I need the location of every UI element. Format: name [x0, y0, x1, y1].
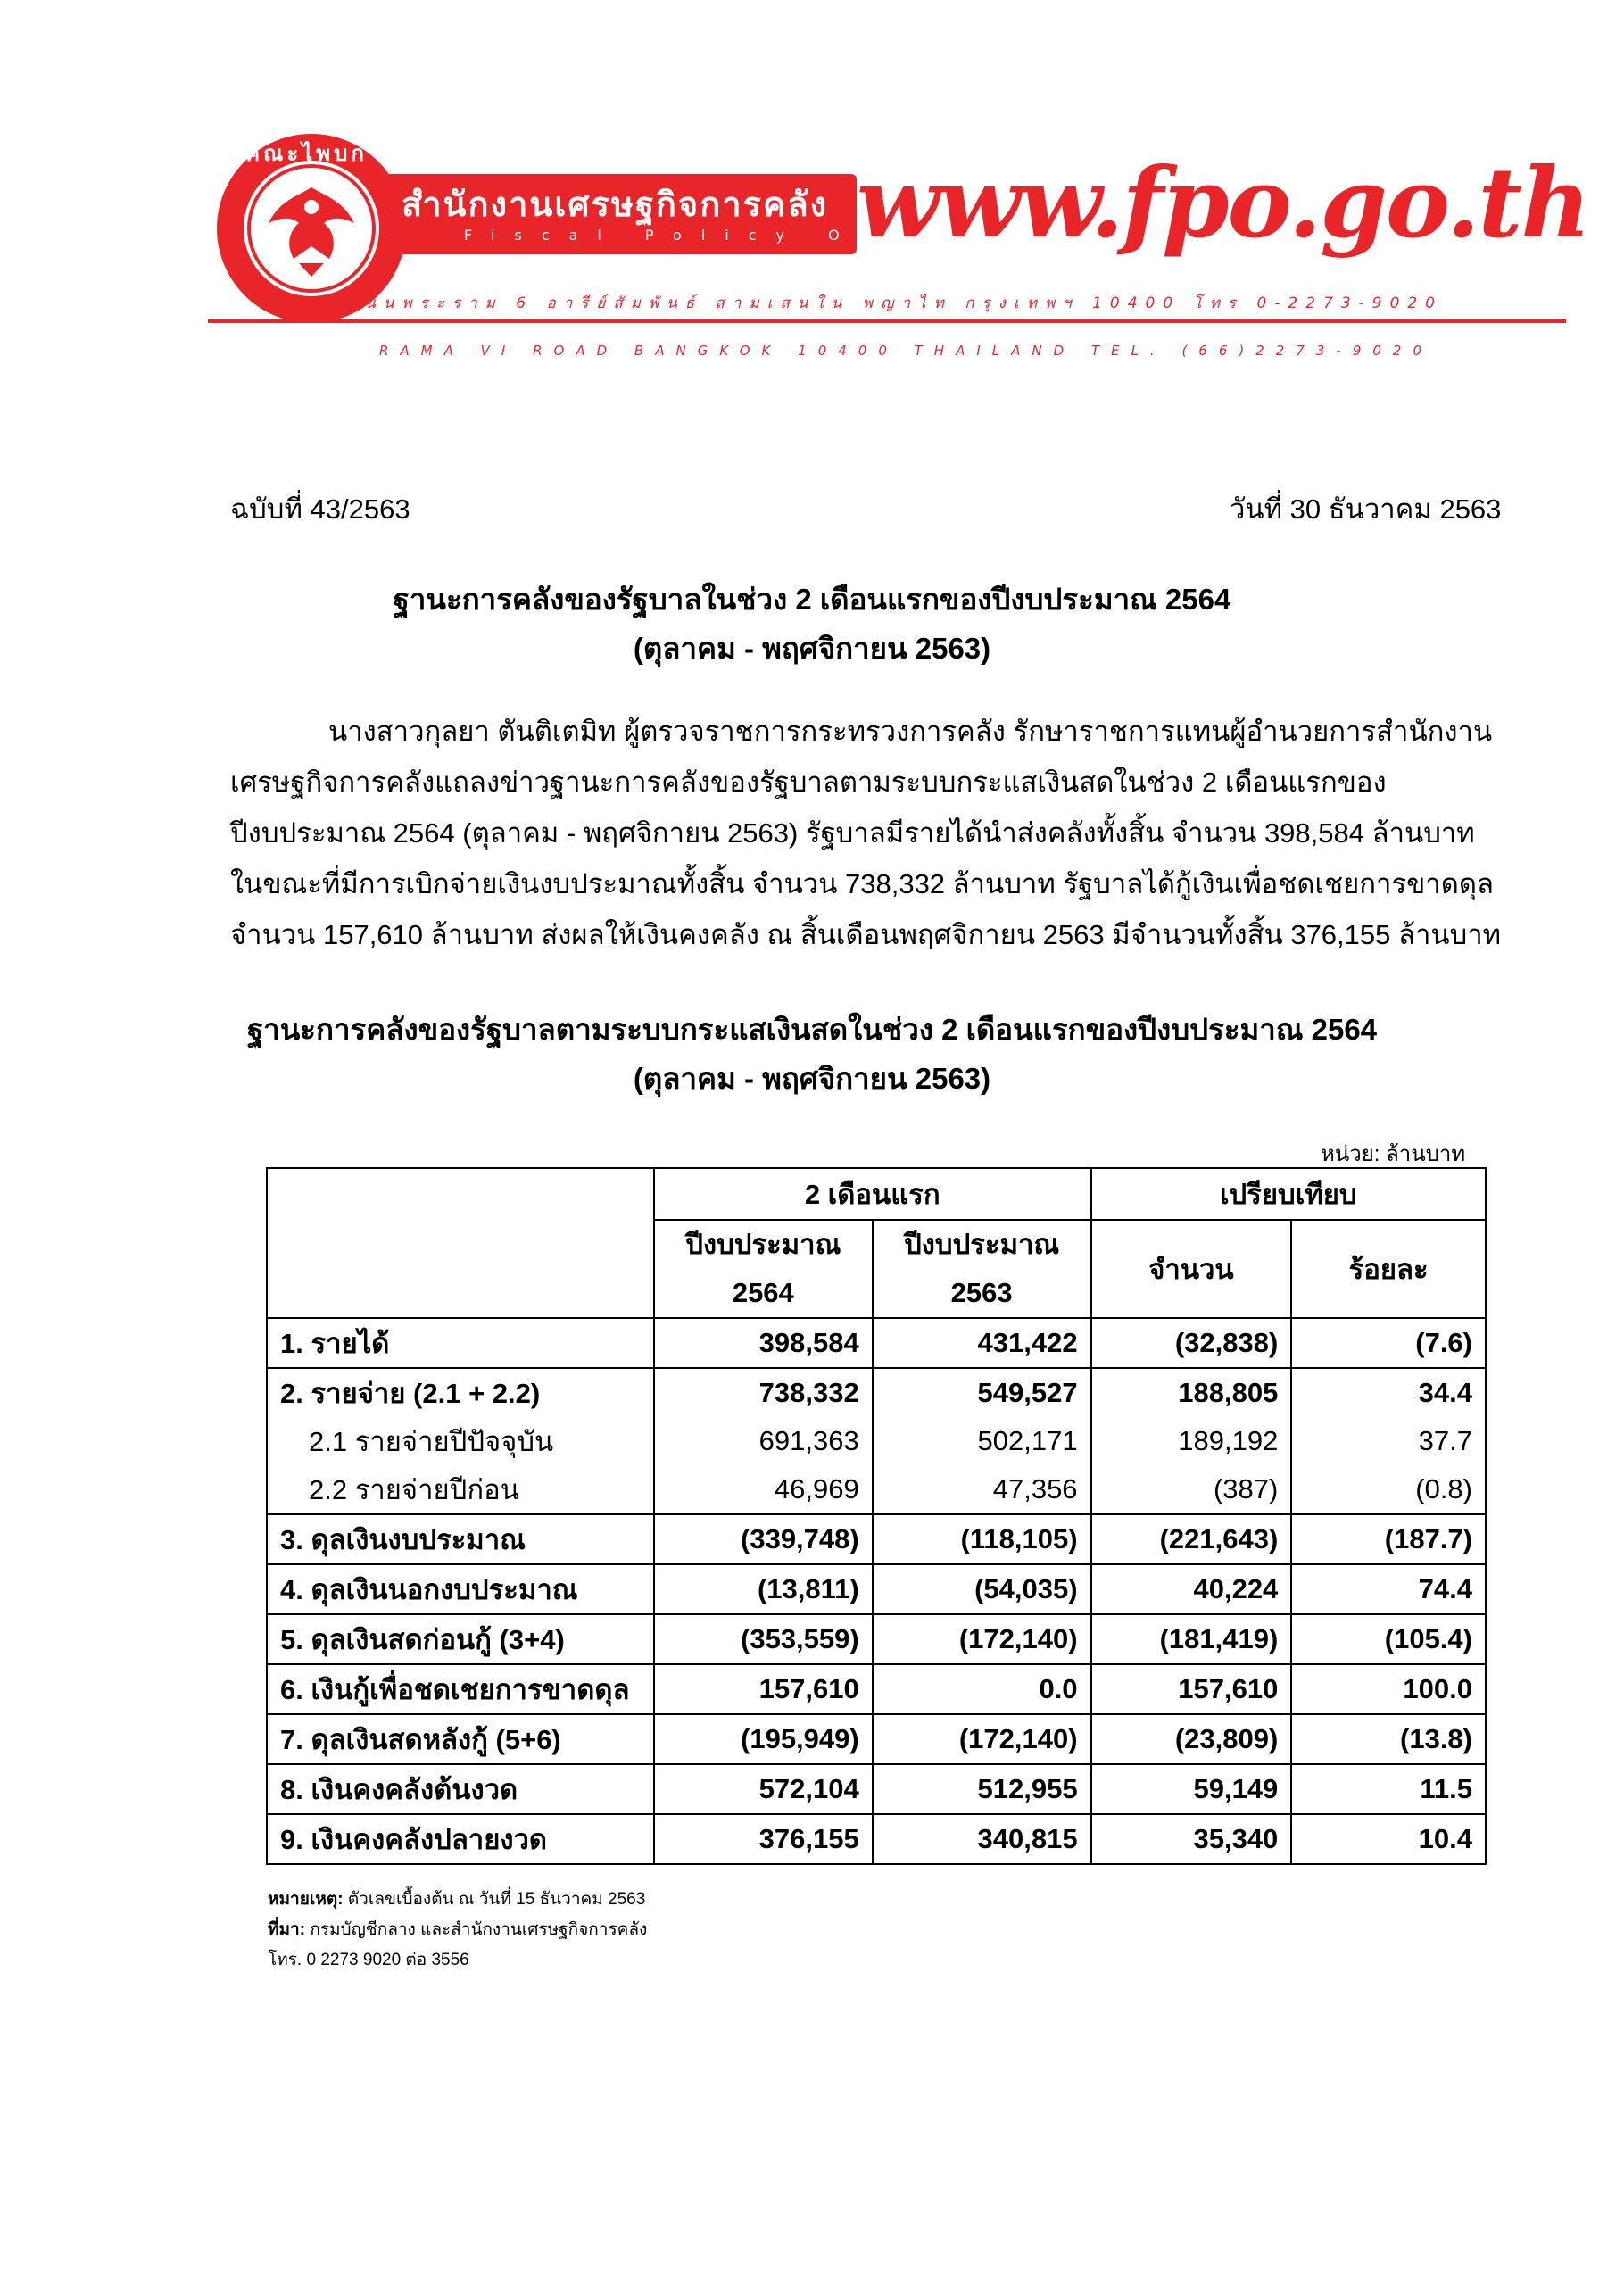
- col-header-fy2564: ปีงบประมาณ 2564: [654, 1220, 873, 1318]
- table-row: [267, 1564, 1486, 1614]
- cell-value: 502,171: [873, 1417, 1091, 1465]
- paragraph-line: ในขณะที่มีการเบิกจ่ายเงินงบประมาณทั้งสิ้น จำนวน 738,332 ล้านบาท รัฐบาลได้กู้เงินเพื่อชดเชยการขาดดุล: [230, 868, 1494, 899]
- body-paragraph: [230, 706, 1502, 960]
- row-label: 7. ดุลเงินสดหลังกู้ (5+6): [267, 1714, 654, 1764]
- row-label: 2. รายจ่าย (2.1 + 2.2): [267, 1368, 654, 1417]
- table-row: [267, 1465, 1486, 1514]
- col-header-percent: ร้อยละ: [1291, 1220, 1486, 1318]
- cell-value: (7.6): [1291, 1318, 1486, 1368]
- address-th: ถนนพระราม 6 อารีย์สัมพันธ์ สามเสนใน พญาไท กรุงเทพฯ 10400 โทร 0-2273-9020: [348, 294, 1444, 312]
- col-header-fy2563: ปีงบประมาณ 2563: [873, 1220, 1091, 1318]
- cell-value: (187.7): [1291, 1514, 1486, 1564]
- table-row: [267, 1764, 1486, 1814]
- table-row: [267, 1814, 1486, 1864]
- source-text: กรมบัญชีกลาง และสำนักงานเศรษฐกิจการคลัง: [310, 1920, 648, 1939]
- row-label: 6. เงินกู้เพื่อชดเชยการขาดดุล: [267, 1664, 654, 1714]
- source-note: [268, 1915, 647, 1945]
- cell-value: 100.0: [1291, 1664, 1486, 1714]
- cell-value: (23,809): [1091, 1714, 1292, 1764]
- cell-value: (172,140): [873, 1714, 1091, 1764]
- cell-value: (339,748): [654, 1514, 873, 1564]
- cell-value: (13.8): [1291, 1714, 1486, 1764]
- remark-label: หมายเหตุ:: [268, 1890, 344, 1909]
- doc-title-line1: ฐานะการคลังของรัฐบาลในช่วง 2 เดือนแรกของปีงบประมาณ 2564: [393, 583, 1231, 616]
- header-divider: [208, 319, 1566, 323]
- cell-value: (221,643): [1091, 1514, 1292, 1564]
- doc-title-line2: (ตุลาคม - พฤศจิกายน 2563): [633, 632, 991, 665]
- table-row: [267, 1714, 1486, 1764]
- cell-value: 431,422: [873, 1318, 1091, 1368]
- cell-value: (181,419): [1091, 1614, 1292, 1664]
- footnotes: [268, 1885, 647, 1976]
- cell-value: 398,584: [654, 1318, 873, 1368]
- cell-value: 47,356: [873, 1465, 1091, 1514]
- cell-value: 157,610: [654, 1664, 873, 1714]
- remark-note: [268, 1885, 647, 1915]
- remark-text: ตัวเลขเบื้องต้น ณ วันที่ 15 ธันวาคม 2563: [347, 1890, 646, 1909]
- cell-value: 0.0: [873, 1664, 1091, 1714]
- cell-value: (387): [1091, 1465, 1292, 1514]
- cell-value: (13,811): [654, 1564, 873, 1614]
- website-url[interactable]: www.fpo.go.th: [857, 147, 1590, 260]
- row-label: 2.2 รายจ่ายปีก่อน: [267, 1465, 654, 1514]
- table-row: [267, 1417, 1486, 1465]
- source-label: ที่มา:: [268, 1920, 306, 1939]
- cell-value: 157,610: [1091, 1664, 1292, 1714]
- issue-date: วันที่ 30 ธันวาคม 2563: [1230, 493, 1502, 525]
- row-label: 9. เงินคงคลังปลายงวด: [267, 1814, 654, 1864]
- cell-value: 59,149: [1091, 1764, 1292, 1814]
- row-label: 8. เงินคงคลังต้นงวด: [267, 1764, 654, 1814]
- org-name-th: สำนักงานเศรษฐกิจการคลัง: [402, 185, 829, 224]
- cell-value: 691,363: [654, 1417, 873, 1465]
- cell-value: (32,838): [1091, 1318, 1292, 1368]
- cell-value: 35,340: [1091, 1814, 1292, 1864]
- table-row: [267, 1318, 1486, 1368]
- header-blank-cell: [267, 1168, 654, 1318]
- paragraph-line: ปีงบประมาณ 2564 (ตุลาคม - พฤศจิกายน 2563) รัฐบาลมีรายได้นำส่งคลังทั้งสิ้น จำนวน 398,584 ล้านบาท: [230, 817, 1475, 849]
- cell-value: 189,192: [1091, 1417, 1292, 1465]
- cell-value: (105.4): [1291, 1614, 1486, 1664]
- cell-value: 340,815: [873, 1814, 1091, 1864]
- phone-note: โทร. 0 2273 9020 ต่อ 3556: [268, 1951, 469, 1969]
- logo-text: คณะไพบก: [245, 141, 368, 166]
- cell-value: 74.4: [1291, 1564, 1486, 1614]
- unit-label: หน่วย: ล้านบาท: [1321, 1142, 1466, 1166]
- cell-value: 188,805: [1091, 1368, 1292, 1417]
- cell-value: (172,140): [873, 1614, 1091, 1664]
- cell-value: 46,969: [654, 1465, 873, 1514]
- paragraph-line: จำนวน 157,610 ล้านบาท ส่งผลให้เงินคงคลัง ณ สิ้นเดือนพฤศจิกายน 2563 มีจำนวนทั้งสิ้น 376,155 ล้านบาท: [230, 919, 1502, 950]
- table-row: [267, 1614, 1486, 1664]
- cell-value: (0.8): [1291, 1465, 1486, 1514]
- org-name-en: Fiscal Policy Office: [464, 227, 989, 244]
- cell-value: 40,224: [1091, 1564, 1292, 1614]
- table-title-line1: ฐานะการคลังของรัฐบาลตามระบบกระแสเงินสดในช่วง 2 เดือนแรกของปีงบประมาณ 2564: [246, 1013, 1378, 1046]
- fiscal-table: [266, 1167, 1487, 1865]
- row-label: 1. รายได้: [267, 1318, 654, 1368]
- paragraph-line: นางสาวกุลยา ตันติเตมิท ผู้ตรวจราชการกระทรวงการคลัง รักษาราชการแทนผู้อำนวยการสำนักงาน: [328, 716, 1493, 747]
- table-row: [267, 1664, 1486, 1714]
- cell-value: 10.4: [1291, 1814, 1486, 1864]
- table-header-row: [267, 1168, 1486, 1220]
- row-label: 2.1 รายจ่ายปีปัจจุบัน: [267, 1417, 654, 1465]
- cell-value: 512,955: [873, 1764, 1091, 1814]
- row-label: 3. ดุลเงินงบประมาณ: [267, 1514, 654, 1564]
- issue-number: ฉบับที่ 43/2563: [230, 493, 410, 525]
- cell-value: (118,105): [873, 1514, 1091, 1564]
- address-en: RAMA VI ROAD BANGKOK 10400 THAILAND TEL. (66)2273-9020: [379, 343, 1434, 359]
- garuda-emblem-icon: [244, 161, 379, 296]
- cell-value: 11.5: [1291, 1764, 1486, 1814]
- cell-value: 572,104: [654, 1764, 873, 1814]
- cell-value: 37.7: [1291, 1417, 1486, 1465]
- cell-value: (54,035): [873, 1564, 1091, 1614]
- cell-value: 738,332: [654, 1368, 873, 1417]
- cell-value: (195,949): [654, 1714, 873, 1764]
- cell-value: 549,527: [873, 1368, 1091, 1417]
- row-label: 4. ดุลเงินนอกงบประมาณ: [267, 1564, 654, 1614]
- table-row: [267, 1514, 1486, 1564]
- row-label: 5. ดุลเงินสดก่อนกู้ (3+4): [267, 1614, 654, 1664]
- table-row: [267, 1368, 1486, 1417]
- cell-value: (353,559): [654, 1614, 873, 1664]
- col-header-amount: จำนวน: [1091, 1220, 1292, 1318]
- table-title-line2: (ตุลาคม - พฤศจิกายน 2563): [633, 1062, 991, 1095]
- group-header-2-months: 2 เดือนแรก: [654, 1168, 1091, 1220]
- cell-value: 376,155: [654, 1814, 873, 1864]
- cell-value: 34.4: [1291, 1368, 1486, 1417]
- paragraph-line: เศรษฐกิจการคลังแถลงข่าวฐานะการคลังของรัฐบาลตามระบบกระแสเงินสดในช่วง 2 เดือนแรกของ: [230, 767, 1387, 798]
- group-header-compare: เปรียบเทียบ: [1091, 1168, 1486, 1220]
